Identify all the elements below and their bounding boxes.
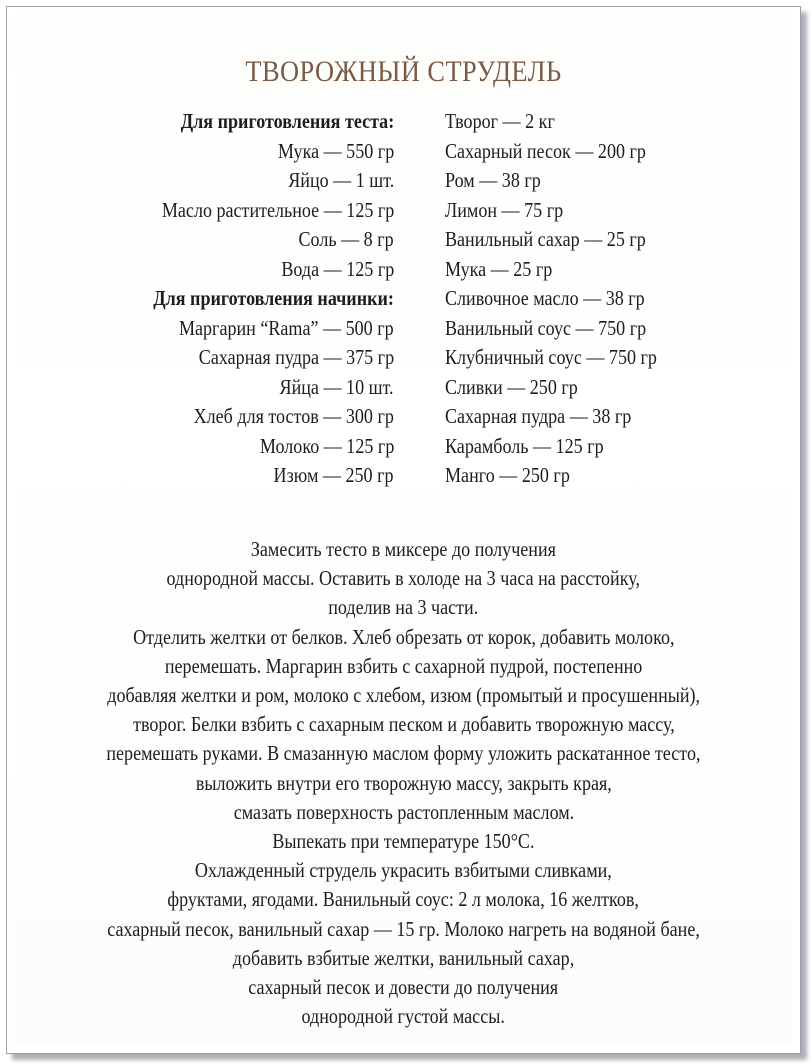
ingredients-heading: [114, 284, 394, 314]
ingredient-text: Ванильный сахар — 25 гр: [445, 227, 646, 251]
ingredient-item: [445, 461, 691, 491]
ingredient-item: [445, 373, 691, 403]
ingredient-text: Изюм — 250 гр: [274, 463, 394, 487]
ingredient-text: Соль — 8 гр: [298, 227, 394, 251]
method-line: [15, 593, 792, 622]
method-text: выложить внутри его творожную массу, закрыть края,: [195, 770, 612, 795]
ingredient-text: Мука — 550 гр: [277, 138, 394, 163]
ingredient-item: [445, 432, 691, 462]
ingredient-text: Вода — 125 гр: [281, 256, 394, 281]
ingredient-text: Для приготовления начинки:: [153, 286, 394, 310]
ingredient-text: Яйца — 10 шт.: [279, 374, 394, 399]
ingredient-text: Манго — 250 гр: [445, 463, 570, 487]
ingredient-text: Масло растительное — 125 гр: [161, 197, 394, 222]
method-text: творог. Белки взбить с сахарным песком и добавить творожную массу,: [132, 712, 675, 737]
recipe-title: ТВОРОЖНЫЙ СТРУДЕЛЬ: [245, 55, 562, 88]
method-line: [15, 944, 792, 973]
ingredient-text: Карамболь — 125 гр: [445, 433, 604, 458]
method-text: сахарный песок и довести до получения: [248, 975, 559, 1000]
ingredient-text: Молоко — 125 гр: [259, 433, 394, 458]
method-text: Выпекать при температуре 150°С.: [272, 829, 535, 854]
ingredient-item: [445, 402, 691, 432]
ingredient-text: Лимон — 75 гр: [445, 197, 564, 222]
ingredient-item: [114, 166, 394, 196]
method-line: [15, 535, 792, 564]
ingredient-text: Ванильный соус — 750 гр: [445, 315, 647, 340]
ingredient-text: Сахарная пудра — 375 гр: [198, 345, 394, 369]
ingredient-text: Для приготовления теста:: [180, 109, 394, 133]
ingredient-item: [445, 255, 691, 285]
method-text: Охлажденный струдель украсить взбитыми сливками,: [195, 858, 612, 883]
method-text: сахарный песок, ванильный сахар — 15 гр. Молоко нагреть на водяной бане,: [107, 916, 700, 941]
method-section: [15, 535, 792, 1031]
method-text: фруктами, ягодами. Ванильный соус: 2 л молока, 16 желтков,: [167, 887, 640, 912]
ingredient-item: [445, 107, 691, 137]
ingredients-left-column: [114, 107, 394, 491]
method-text: однородной массы. Оставить в холоде на 3 часа на расстойку,: [166, 566, 641, 591]
method-line: [15, 827, 792, 856]
ingredient-text: Творог — 2 кг: [445, 109, 555, 133]
ingredients-right-column: [445, 107, 691, 491]
method-line: [15, 1002, 792, 1031]
ingredient-item: [445, 314, 691, 344]
ingredient-text: Сахарная пудра — 38 гр: [445, 404, 632, 428]
ingredient-item: [114, 432, 394, 462]
ingredient-item: [114, 255, 394, 285]
method-text: смазать поверхность растопленным маслом.: [233, 799, 574, 824]
ingredient-item: [445, 343, 691, 373]
ingredient-item: [114, 373, 394, 403]
ingredient-item: [445, 196, 691, 226]
ingredient-item: [445, 225, 691, 255]
ingredient-text: Мука — 25 гр: [445, 256, 553, 281]
ingredient-item: [445, 137, 691, 167]
ingredient-item: [114, 196, 394, 226]
method-line: [15, 710, 792, 739]
ingredient-item: [114, 343, 394, 373]
ingredient-text: Сливочное масло — 38 гр: [445, 286, 645, 310]
ingredients-section: [15, 107, 792, 507]
ingredient-item: [114, 461, 394, 491]
ingredient-text: Сливки — 250 гр: [445, 374, 578, 399]
ingredient-text: Маргарин “Rama” — 500 гр: [179, 315, 394, 340]
ingredient-item: [114, 314, 394, 344]
ingredient-text: Яйцо — 1 шт.: [287, 168, 394, 192]
method-line: [15, 973, 792, 1002]
method-text: однородной густой массы.: [301, 1004, 506, 1029]
ingredients-heading: [114, 107, 394, 137]
method-text: перемешать руками. В смазанную маслом форму уложить раскатанное тесто,: [106, 741, 701, 766]
page-frame: [6, 6, 801, 1054]
method-line: [15, 564, 792, 593]
method-line: [15, 885, 792, 914]
ingredient-text: Клубничный соус — 750 гр: [445, 345, 657, 369]
method-text: перемешать. Маргарин взбить с сахарной пудрой, постепенно: [164, 653, 643, 678]
ingredient-text: Ром — 38 гр: [445, 168, 541, 192]
method-line: [15, 681, 792, 710]
ingredient-item: [114, 225, 394, 255]
method-text: поделив на 3 части.: [328, 595, 479, 620]
method-line: [15, 915, 792, 944]
method-line: [15, 769, 792, 798]
ingredient-item: [114, 402, 394, 432]
ingredient-text: Сахарный песок — 200 гр: [445, 138, 646, 163]
method-line: [15, 856, 792, 885]
ingredient-text: Хлеб для тостов — 300 гр: [193, 404, 394, 428]
method-line: [15, 652, 792, 681]
page-content: [15, 15, 792, 1045]
method-line: [15, 739, 792, 768]
ingredient-item: [445, 284, 691, 314]
method-line: [15, 798, 792, 827]
method-text: Замесить тесто в миксере до получения: [250, 537, 557, 561]
method-text: добавить взбитые желтки, ванильный сахар,: [232, 945, 575, 970]
ingredient-item: [445, 166, 691, 196]
method-text: Отделить желтки от белков. Хлеб обрезать от корок, добавить молоко,: [132, 624, 675, 649]
method-line: [15, 623, 792, 652]
ingredient-item: [114, 137, 394, 167]
method-text: добавляя желтки и ром, молоко с хлебом, изюм (промытый и просушенный),: [107, 683, 700, 708]
